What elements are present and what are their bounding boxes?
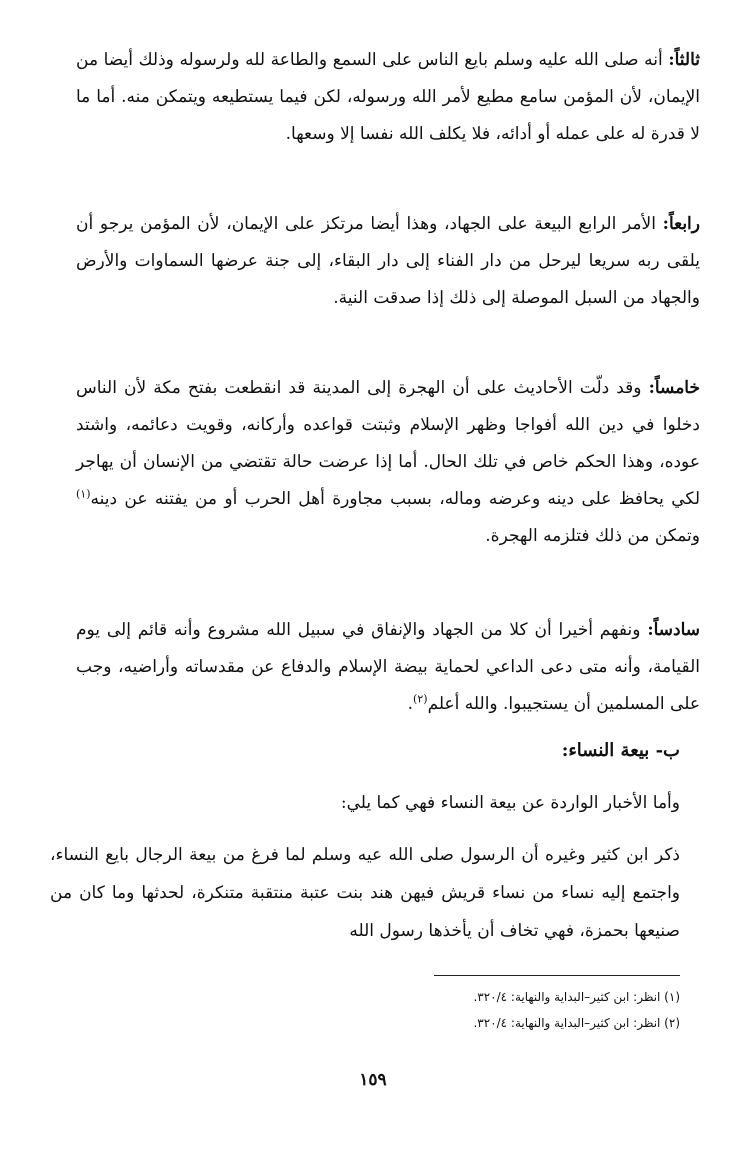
point-text-end: . <box>407 694 414 714</box>
point-label: خامساً: <box>648 378 700 398</box>
narrative-paragraph: ذكر ابن كثير وغيره أن الرسول صلى الله عيه وسلم لما فرغ من بيعة الرجال بايع النساء، واجتمع إليه نساء من نساء قريش فيهن هند بنت عتبة منتقبة متنكرة، لحدثها وما كان من صنيعها بحمزة، فهي تخاف أن يأخذها رسول الله <box>50 845 680 941</box>
footnote-1: (١) انظر: ابن كثير–البداية والنهاية: ٣٢٠/٤. <box>473 990 680 1004</box>
footnote-ref-1: (١) <box>76 487 91 501</box>
footnote-divider <box>434 975 680 976</box>
point-text-end: وتمكن من ذلك فتلزمه الهجرة. <box>485 526 700 546</box>
footnote-2: (٢) انظر: ابن كثير–البداية والنهاية: ٣٢٠/٤. <box>473 1016 680 1030</box>
point-sixth <box>76 612 700 723</box>
point-text: ونفهم أخيرا أن كلا من الجهاد والإنفاق في سبيل الله مشروع وأنه قائم إلى يوم القيامة، وأنه متى دعى الداعي لحماية بيضة الإسلام والدفاع عن مقدساته وأراضيه، وجب على المسلمين أن يستجيبوا. والله أعلم <box>76 620 700 714</box>
point-text: وقد دلّت الأحاديث على أن الهجرة إلى المدينة قد انقطعت بفتح مكة لأن الناس دخلوا في دين الله أفواجا وظهر الإسلام وثبتت قواعده وأركانه، وقويت دعائمه، واشتد عوده، وهذا الحكم خاص في تلك الحال. أما إذا عرضت حالة تقتضي من الإنسان أن يهاجر لكي يحافظ على دينه وعرضه وماله، بسبب مجاورة أهل الحرب أو من يفتنه عن دينه <box>76 378 700 509</box>
point-label: ثالثاً: <box>668 50 700 70</box>
point-fifth <box>76 370 700 555</box>
point-label: سادساً: <box>647 620 701 640</box>
page-number: ١٥٩ <box>359 1070 387 1090</box>
section-heading: ب- بيعة النساء: <box>561 740 680 761</box>
point-text: أنه صلى الله عليه وسلم بايع الناس على السمع والطاعة لله ولرسوله وذلك أيضا من الإيمان، لأن المؤمن سامع مطيع لأمر الله ورسوله، لكن فيما يستطيعه ويتمكن منه. أما ما لا قدرة له على عمله أو أدائه، فلا يكلف الله نفسا إلا وسعها. <box>76 50 700 144</box>
point-label: رابعاً: <box>662 214 700 234</box>
point-third <box>76 42 700 153</box>
footnote-ref-2: (٢) <box>413 692 428 706</box>
point-fourth <box>76 206 700 317</box>
intro-paragraph: وأما الأخبار الواردة عن بيعة النساء فهي كما يلي: <box>340 793 680 813</box>
point-text: الأمر الرابع البيعة على الجهاد، وهذا أيضا مرتكز على الإيمان، لأن المؤمن يرجو أن يلقى ربه سريعا ليرحل من دار الفناء إلى دار البقاء، إلى جنة عرضها السماوات والأرض والجهاد من السبل الموصلة إلى ذلك إذا صدقت النية. <box>76 214 700 308</box>
